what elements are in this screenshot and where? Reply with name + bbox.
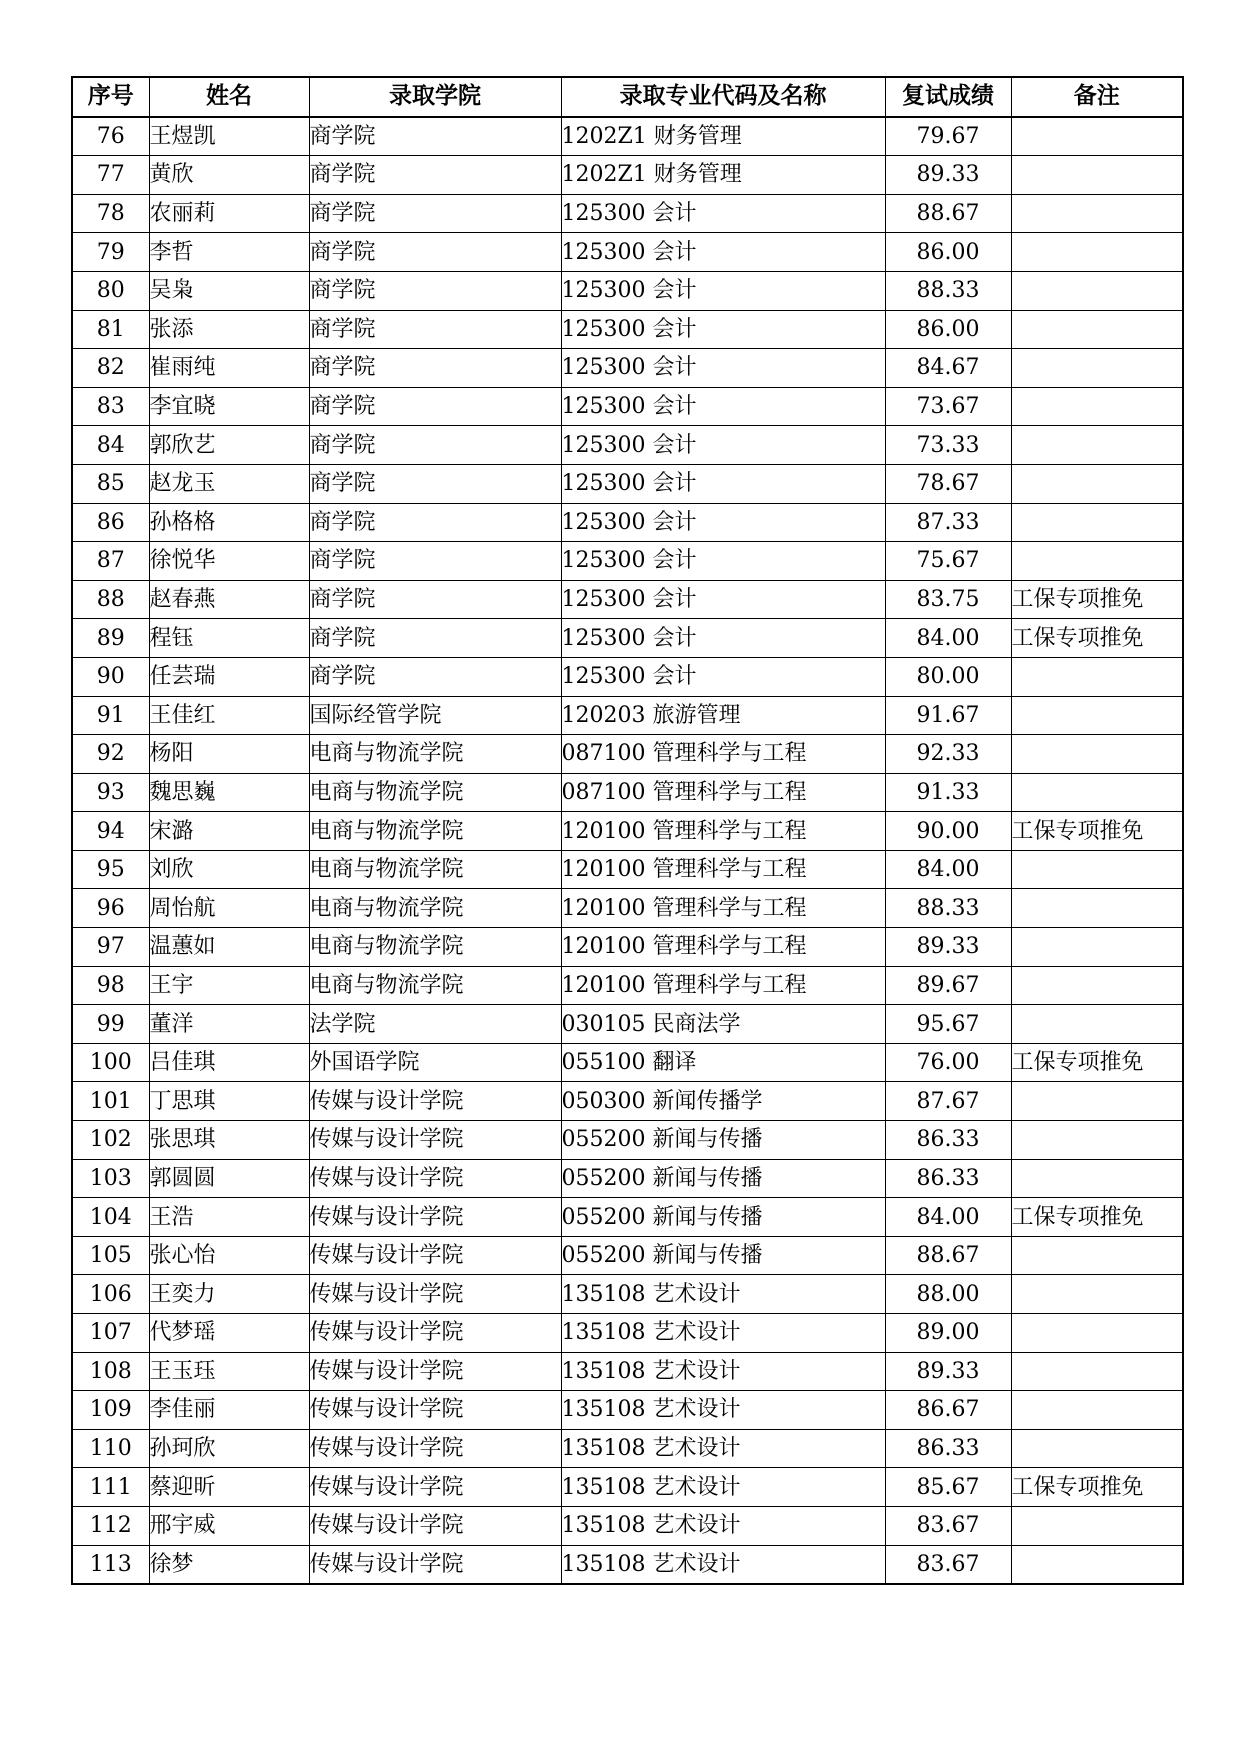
score-cell: 88.33	[885, 271, 1011, 310]
table-row	[72, 156, 1183, 195]
note-cell	[1011, 1275, 1183, 1314]
note-cell	[1011, 426, 1183, 465]
note-cell	[1011, 542, 1183, 581]
serial-number-cell: 109	[72, 1391, 149, 1430]
score-cell: 85.67	[885, 1468, 1011, 1507]
major-cell: 055200 新闻与传播	[561, 1159, 885, 1198]
score-cell: 86.33	[885, 1429, 1011, 1468]
score-cell: 87.33	[885, 503, 1011, 542]
note-cell	[1011, 928, 1183, 967]
serial-number-cell: 86	[72, 503, 149, 542]
major-cell: 055200 新闻与传播	[561, 1236, 885, 1275]
major-cell: 1202Z1 财务管理	[561, 156, 885, 195]
note-cell	[1011, 1005, 1183, 1044]
college-cell: 商学院	[309, 233, 561, 272]
table-row	[72, 657, 1183, 696]
table-row	[72, 271, 1183, 310]
name-cell: 温蕙如	[149, 928, 309, 967]
major-cell: 135108 艺术设计	[561, 1545, 885, 1584]
college-cell: 传媒与设计学院	[309, 1236, 561, 1275]
college-cell: 电商与物流学院	[309, 928, 561, 967]
table-row	[72, 117, 1183, 156]
major-cell: 125300 会计	[561, 464, 885, 503]
score-cell: 88.67	[885, 194, 1011, 233]
major-cell: 120100 管理科学与工程	[561, 812, 885, 851]
score-cell: 89.33	[885, 1352, 1011, 1391]
header-note: 备注	[1011, 77, 1183, 117]
major-cell: 135108 艺术设计	[561, 1352, 885, 1391]
table-row	[72, 233, 1183, 272]
major-cell: 125300 会计	[561, 387, 885, 426]
serial-number-cell: 100	[72, 1043, 149, 1082]
serial-number-cell: 85	[72, 464, 149, 503]
note-cell	[1011, 271, 1183, 310]
serial-number-cell: 79	[72, 233, 149, 272]
name-cell: 孙格格	[149, 503, 309, 542]
table-row	[72, 1121, 1183, 1160]
table-row	[72, 812, 1183, 851]
serial-number-cell: 91	[72, 696, 149, 735]
table-row	[72, 850, 1183, 889]
header-name: 姓名	[149, 77, 309, 117]
name-cell: 郭圆圆	[149, 1159, 309, 1198]
name-cell: 崔雨纯	[149, 349, 309, 388]
name-cell: 孙珂欣	[149, 1429, 309, 1468]
serial-number-cell: 106	[72, 1275, 149, 1314]
name-cell: 张添	[149, 310, 309, 349]
name-cell: 刘欣	[149, 850, 309, 889]
college-cell: 电商与物流学院	[309, 812, 561, 851]
name-cell: 李宜晓	[149, 387, 309, 426]
college-cell: 传媒与设计学院	[309, 1159, 561, 1198]
name-cell: 黄欣	[149, 156, 309, 195]
score-cell: 86.00	[885, 310, 1011, 349]
college-cell: 商学院	[309, 117, 561, 156]
note-cell	[1011, 657, 1183, 696]
table-row	[72, 735, 1183, 774]
note-cell	[1011, 156, 1183, 195]
college-cell: 电商与物流学院	[309, 850, 561, 889]
college-cell: 传媒与设计学院	[309, 1391, 561, 1430]
table-row	[72, 928, 1183, 967]
college-cell: 商学院	[309, 194, 561, 233]
table-row	[72, 773, 1183, 812]
serial-number-cell: 107	[72, 1314, 149, 1353]
serial-number-cell: 89	[72, 619, 149, 658]
major-cell: 087100 管理科学与工程	[561, 735, 885, 774]
table-row	[72, 696, 1183, 735]
score-cell: 84.67	[885, 349, 1011, 388]
serial-number-cell: 93	[72, 773, 149, 812]
table-row	[72, 1198, 1183, 1237]
college-cell: 商学院	[309, 426, 561, 465]
name-cell: 徐梦	[149, 1545, 309, 1584]
name-cell: 赵春燕	[149, 580, 309, 619]
score-cell: 88.33	[885, 889, 1011, 928]
name-cell: 张思琪	[149, 1121, 309, 1160]
college-cell: 电商与物流学院	[309, 889, 561, 928]
serial-number-cell: 95	[72, 850, 149, 889]
table-row	[72, 1005, 1183, 1044]
table-row	[72, 1429, 1183, 1468]
name-cell: 张心怡	[149, 1236, 309, 1275]
table-row	[72, 1506, 1183, 1545]
table-row	[72, 387, 1183, 426]
major-cell: 125300 会计	[561, 271, 885, 310]
serial-number-cell: 103	[72, 1159, 149, 1198]
name-cell: 吴枭	[149, 271, 309, 310]
name-cell: 周怡航	[149, 889, 309, 928]
serial-number-cell: 82	[72, 349, 149, 388]
serial-number-cell: 88	[72, 580, 149, 619]
note-cell	[1011, 349, 1183, 388]
table-header-row	[72, 77, 1183, 117]
score-cell: 87.67	[885, 1082, 1011, 1121]
note-cell	[1011, 735, 1183, 774]
table-row	[72, 966, 1183, 1005]
major-cell: 125300 会计	[561, 310, 885, 349]
note-cell	[1011, 194, 1183, 233]
major-cell: 135108 艺术设计	[561, 1429, 885, 1468]
score-cell: 84.00	[885, 850, 1011, 889]
note-cell: 工保专项推免	[1011, 1468, 1183, 1507]
college-cell: 传媒与设计学院	[309, 1275, 561, 1314]
table-row	[72, 426, 1183, 465]
major-cell: 050300 新闻传播学	[561, 1082, 885, 1121]
major-cell: 055200 新闻与传播	[561, 1121, 885, 1160]
score-cell: 75.67	[885, 542, 1011, 581]
note-cell	[1011, 233, 1183, 272]
major-cell: 125300 会计	[561, 619, 885, 658]
name-cell: 任芸瑞	[149, 657, 309, 696]
table-row	[72, 503, 1183, 542]
serial-number-cell: 104	[72, 1198, 149, 1237]
major-cell: 135108 艺术设计	[561, 1506, 885, 1545]
score-cell: 76.00	[885, 1043, 1011, 1082]
college-cell: 电商与物流学院	[309, 735, 561, 774]
name-cell: 代梦瑶	[149, 1314, 309, 1353]
college-cell: 传媒与设计学院	[309, 1545, 561, 1584]
name-cell: 王宇	[149, 966, 309, 1005]
serial-number-cell: 78	[72, 194, 149, 233]
score-cell: 92.33	[885, 735, 1011, 774]
table-row	[72, 580, 1183, 619]
note-cell	[1011, 1391, 1183, 1430]
score-cell: 84.00	[885, 619, 1011, 658]
note-cell	[1011, 889, 1183, 928]
name-cell: 邢宇威	[149, 1506, 309, 1545]
name-cell: 徐悦华	[149, 542, 309, 581]
name-cell: 董洋	[149, 1005, 309, 1044]
note-cell	[1011, 117, 1183, 156]
major-cell: 125300 会计	[561, 194, 885, 233]
major-cell: 135108 艺术设计	[561, 1391, 885, 1430]
score-cell: 83.67	[885, 1545, 1011, 1584]
table-row	[72, 1352, 1183, 1391]
note-cell	[1011, 773, 1183, 812]
note-cell: 工保专项推免	[1011, 812, 1183, 851]
serial-number-cell: 80	[72, 271, 149, 310]
major-cell: 125300 会计	[561, 580, 885, 619]
note-cell	[1011, 1352, 1183, 1391]
score-cell: 83.75	[885, 580, 1011, 619]
major-cell: 120100 管理科学与工程	[561, 928, 885, 967]
note-cell	[1011, 464, 1183, 503]
college-cell: 外国语学院	[309, 1043, 561, 1082]
serial-number-cell: 92	[72, 735, 149, 774]
college-cell: 商学院	[309, 387, 561, 426]
college-cell: 商学院	[309, 464, 561, 503]
major-cell: 125300 会计	[561, 349, 885, 388]
name-cell: 赵龙玉	[149, 464, 309, 503]
name-cell: 王佳红	[149, 696, 309, 735]
table-row	[72, 889, 1183, 928]
college-cell: 商学院	[309, 657, 561, 696]
major-cell: 125300 会计	[561, 426, 885, 465]
serial-number-cell: 84	[72, 426, 149, 465]
college-cell: 商学院	[309, 503, 561, 542]
college-cell: 商学院	[309, 156, 561, 195]
note-cell	[1011, 503, 1183, 542]
college-cell: 商学院	[309, 271, 561, 310]
note-cell	[1011, 696, 1183, 735]
college-cell: 传媒与设计学院	[309, 1468, 561, 1507]
score-cell: 79.67	[885, 117, 1011, 156]
name-cell: 王煜凯	[149, 117, 309, 156]
serial-number-cell: 97	[72, 928, 149, 967]
name-cell: 蔡迎昕	[149, 1468, 309, 1507]
college-cell: 传媒与设计学院	[309, 1198, 561, 1237]
major-cell: 125300 会计	[561, 542, 885, 581]
serial-number-cell: 98	[72, 966, 149, 1005]
major-cell: 087100 管理科学与工程	[561, 773, 885, 812]
name-cell: 李哲	[149, 233, 309, 272]
table-row	[72, 542, 1183, 581]
score-cell: 90.00	[885, 812, 1011, 851]
major-cell: 1202Z1 财务管理	[561, 117, 885, 156]
college-cell: 传媒与设计学院	[309, 1352, 561, 1391]
note-cell	[1011, 966, 1183, 1005]
note-cell: 工保专项推免	[1011, 619, 1183, 658]
score-cell: 73.67	[885, 387, 1011, 426]
college-cell: 国际经管学院	[309, 696, 561, 735]
serial-number-cell: 81	[72, 310, 149, 349]
name-cell: 丁思琪	[149, 1082, 309, 1121]
score-cell: 78.67	[885, 464, 1011, 503]
note-cell: 工保专项推免	[1011, 580, 1183, 619]
serial-number-cell: 83	[72, 387, 149, 426]
major-cell: 125300 会计	[561, 233, 885, 272]
serial-number-cell: 102	[72, 1121, 149, 1160]
major-cell: 125300 会计	[561, 503, 885, 542]
major-cell: 120100 管理科学与工程	[561, 966, 885, 1005]
name-cell: 农丽莉	[149, 194, 309, 233]
college-cell: 传媒与设计学院	[309, 1506, 561, 1545]
serial-number-cell: 76	[72, 117, 149, 156]
table-row	[72, 1275, 1183, 1314]
serial-number-cell: 111	[72, 1468, 149, 1507]
serial-number-cell: 105	[72, 1236, 149, 1275]
note-cell	[1011, 1506, 1183, 1545]
note-cell	[1011, 1314, 1183, 1353]
table-body	[72, 117, 1183, 1585]
note-cell	[1011, 1121, 1183, 1160]
score-cell: 84.00	[885, 1198, 1011, 1237]
college-cell: 传媒与设计学院	[309, 1121, 561, 1160]
serial-number-cell: 110	[72, 1429, 149, 1468]
note-cell	[1011, 1159, 1183, 1198]
score-cell: 80.00	[885, 657, 1011, 696]
college-cell: 法学院	[309, 1005, 561, 1044]
college-cell: 商学院	[309, 310, 561, 349]
table-row	[72, 349, 1183, 388]
table-row	[72, 1236, 1183, 1275]
name-cell: 李佳丽	[149, 1391, 309, 1430]
serial-number-cell: 90	[72, 657, 149, 696]
score-cell: 88.00	[885, 1275, 1011, 1314]
major-cell: 120100 管理科学与工程	[561, 850, 885, 889]
college-cell: 商学院	[309, 580, 561, 619]
note-cell: 工保专项推免	[1011, 1198, 1183, 1237]
major-cell: 135108 艺术设计	[561, 1275, 885, 1314]
college-cell: 传媒与设计学院	[309, 1314, 561, 1353]
score-cell: 89.67	[885, 966, 1011, 1005]
note-cell	[1011, 1236, 1183, 1275]
name-cell: 郭欣艺	[149, 426, 309, 465]
serial-number-cell: 101	[72, 1082, 149, 1121]
college-cell: 商学院	[309, 542, 561, 581]
name-cell: 王奕力	[149, 1275, 309, 1314]
header-serial-number: 序号	[72, 77, 149, 117]
note-cell	[1011, 1545, 1183, 1584]
major-cell: 125300 会计	[561, 657, 885, 696]
name-cell: 程钰	[149, 619, 309, 658]
major-cell: 120203 旅游管理	[561, 696, 885, 735]
score-cell: 86.33	[885, 1121, 1011, 1160]
college-cell: 商学院	[309, 619, 561, 658]
admission-table	[71, 76, 1184, 1585]
table-row	[72, 464, 1183, 503]
major-cell: 135108 艺术设计	[561, 1468, 885, 1507]
score-cell: 83.67	[885, 1506, 1011, 1545]
serial-number-cell: 113	[72, 1545, 149, 1584]
serial-number-cell: 94	[72, 812, 149, 851]
college-cell: 电商与物流学院	[309, 773, 561, 812]
table-row	[72, 310, 1183, 349]
major-cell: 055100 翻译	[561, 1043, 885, 1082]
name-cell: 吕佳琪	[149, 1043, 309, 1082]
note-cell: 工保专项推免	[1011, 1043, 1183, 1082]
serial-number-cell: 99	[72, 1005, 149, 1044]
major-cell: 135108 艺术设计	[561, 1314, 885, 1353]
table-row	[72, 1545, 1183, 1584]
table-row	[72, 1159, 1183, 1198]
score-cell: 86.33	[885, 1159, 1011, 1198]
major-cell: 055200 新闻与传播	[561, 1198, 885, 1237]
major-cell: 120100 管理科学与工程	[561, 889, 885, 928]
table-row	[72, 1043, 1183, 1082]
table-row	[72, 1082, 1183, 1121]
name-cell: 杨阳	[149, 735, 309, 774]
serial-number-cell: 96	[72, 889, 149, 928]
score-cell: 91.67	[885, 696, 1011, 735]
name-cell: 王浩	[149, 1198, 309, 1237]
college-cell: 商学院	[309, 349, 561, 388]
name-cell: 魏思巍	[149, 773, 309, 812]
table-row	[72, 1391, 1183, 1430]
score-cell: 89.33	[885, 156, 1011, 195]
score-cell: 89.00	[885, 1314, 1011, 1353]
serial-number-cell: 87	[72, 542, 149, 581]
table-row	[72, 1314, 1183, 1353]
college-cell: 传媒与设计学院	[309, 1429, 561, 1468]
score-cell: 95.67	[885, 1005, 1011, 1044]
score-cell: 91.33	[885, 773, 1011, 812]
major-cell: 030105 民商法学	[561, 1005, 885, 1044]
note-cell	[1011, 310, 1183, 349]
note-cell	[1011, 1429, 1183, 1468]
name-cell: 王玉珏	[149, 1352, 309, 1391]
note-cell	[1011, 387, 1183, 426]
name-cell: 宋潞	[149, 812, 309, 851]
score-cell: 86.00	[885, 233, 1011, 272]
serial-number-cell: 108	[72, 1352, 149, 1391]
note-cell	[1011, 850, 1183, 889]
serial-number-cell: 77	[72, 156, 149, 195]
college-cell: 电商与物流学院	[309, 966, 561, 1005]
serial-number-cell: 112	[72, 1506, 149, 1545]
score-cell: 89.33	[885, 928, 1011, 967]
header-major: 录取专业代码及名称	[561, 77, 885, 117]
college-cell: 传媒与设计学院	[309, 1082, 561, 1121]
table-row	[72, 1468, 1183, 1507]
score-cell: 88.67	[885, 1236, 1011, 1275]
note-cell	[1011, 1082, 1183, 1121]
header-college: 录取学院	[309, 77, 561, 117]
table-row	[72, 194, 1183, 233]
score-cell: 86.67	[885, 1391, 1011, 1430]
header-score: 复试成绩	[885, 77, 1011, 117]
score-cell: 73.33	[885, 426, 1011, 465]
table-row	[72, 619, 1183, 658]
